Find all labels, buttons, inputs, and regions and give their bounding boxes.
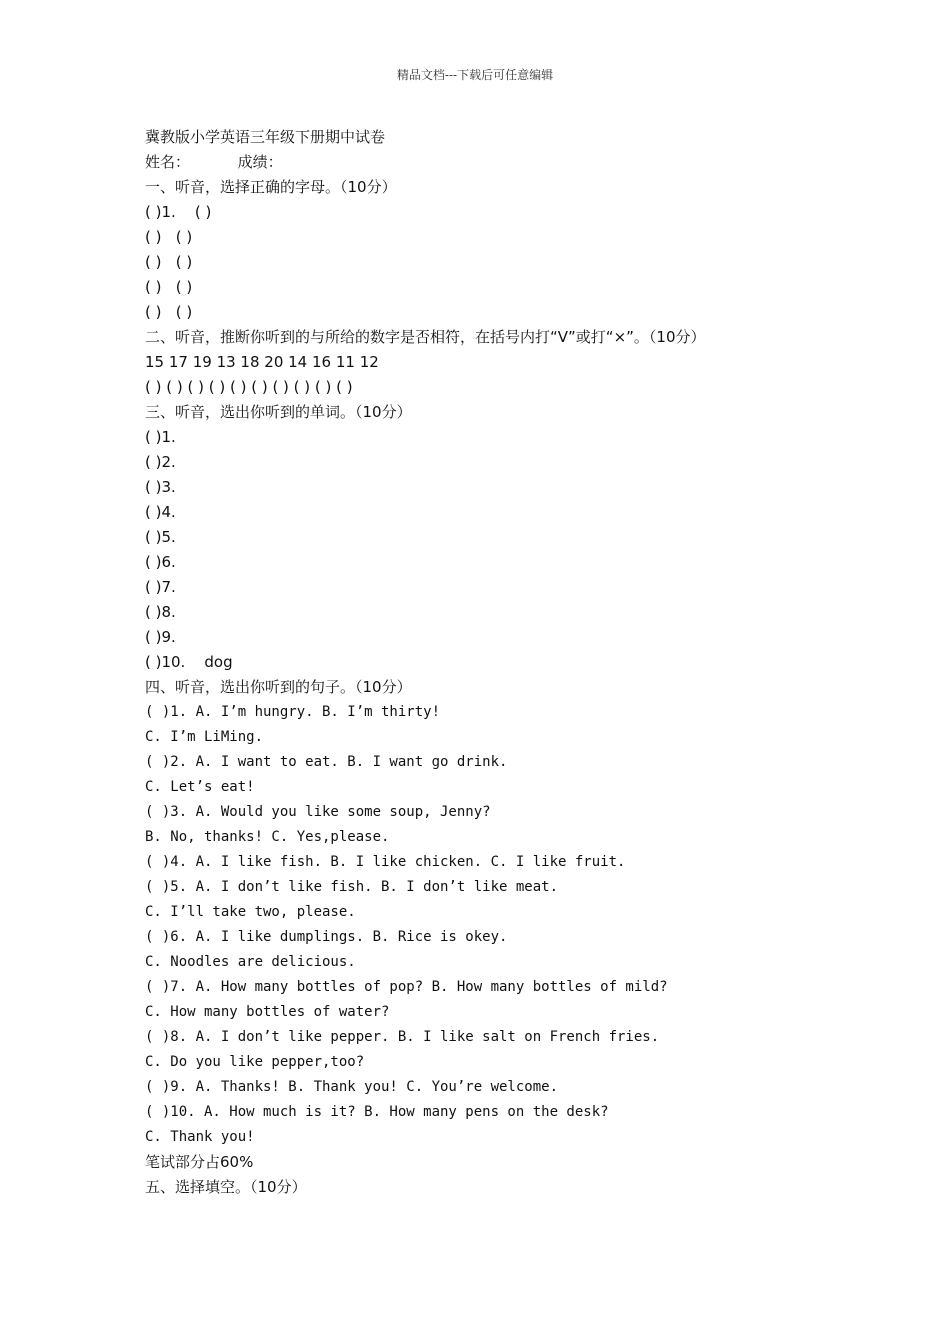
question-line: ( )1. A. I’m hungry. B. I’m thirty! — [145, 704, 441, 720]
question-line: B. No, thanks! C. Yes,please. — [145, 829, 390, 845]
question-line: ( ) ( ) — [145, 228, 193, 246]
question-line: ( )4. A. I like fish. B. I like chicken. C. I like fruit. — [145, 854, 626, 870]
question-line: ( )10. A. How much is it? B. How many pens on the desk? — [145, 1104, 609, 1120]
page-header-note: 精品文档---下载后可任意编辑 — [396, 68, 554, 82]
section-heading: 一、听音，选择正确的字母。（10分） — [145, 178, 397, 196]
question-line: C. How many bottles of water? — [145, 1004, 390, 1020]
question-line: C. I’ll take two, please. — [145, 904, 356, 920]
question-line: 15 17 19 13 18 20 14 16 11 12 — [145, 353, 379, 371]
question-line: ( )4. — [145, 503, 176, 521]
exam-content — [145, 125, 825, 1200]
question-line: ( )8. — [145, 603, 176, 621]
question-line: ( )10. dog — [145, 653, 233, 671]
text-line: 姓名： 成绩： — [145, 153, 283, 171]
question-line: ( )1. ( ) — [145, 203, 212, 221]
text-line: 笔试部分占60% — [145, 1153, 254, 1171]
question-line: ( )2. — [145, 453, 176, 471]
section-heading: 四、听音，选出你听到的句子。（10分） — [145, 678, 412, 696]
question-line: ( )7. A. How many bottles of pop? B. How many bottles of mild? — [145, 979, 668, 995]
question-line: C. Thank you! — [145, 1129, 255, 1145]
question-line: C. Let’s eat! — [145, 779, 255, 795]
section-heading: 二、听音，推断你听到的与所给的数字是否相符，在括号内打“V”或打“×”。（10分） — [145, 328, 706, 346]
question-line: C. Do you like pepper,too? — [145, 1054, 365, 1070]
question-line: ( )6. — [145, 553, 176, 571]
exam-title: 冀教版小学英语三年级下册期中试卷 — [145, 128, 386, 146]
section-heading: 五、选择填空。（10分） — [145, 1178, 307, 1196]
question-line: ( )6. A. I like dumplings. B. Rice is okey. — [145, 929, 508, 945]
question-line: ( ) ( ) — [145, 303, 193, 321]
question-line: ( )5. — [145, 528, 176, 546]
question-line: ( )1. — [145, 428, 176, 446]
question-line: ( )8. A. I don’t like pepper. B. I like salt on French fries. — [145, 1029, 660, 1045]
question-line: ( )2. A. I want to eat. B. I want go drink. — [145, 754, 508, 770]
question-line: ( )9. — [145, 628, 176, 646]
section-heading: 三、听音，选出你听到的单词。（10分） — [145, 403, 412, 421]
question-line: ( )7. — [145, 578, 176, 596]
question-line: ( ) ( ) — [145, 253, 193, 271]
question-line: C. I’m LiMing. — [145, 729, 264, 745]
question-line: ( )3. — [145, 478, 176, 496]
question-line: ( ) ( ) — [145, 278, 193, 296]
question-line: C. Noodles are delicious. — [145, 954, 356, 970]
question-line: ( )9. A. Thanks! B. Thank you! C. You’re welcome. — [145, 1079, 559, 1095]
question-line: ( )3. A. Would you like some soup, Jenny? — [145, 804, 491, 820]
question-line: ( )5. A. I don’t like fish. B. I don’t like meat. — [145, 879, 559, 895]
question-line: ( ) ( ) ( ) ( ) ( ) ( ) ( ) ( ) ( ) ( ) — [145, 378, 353, 396]
